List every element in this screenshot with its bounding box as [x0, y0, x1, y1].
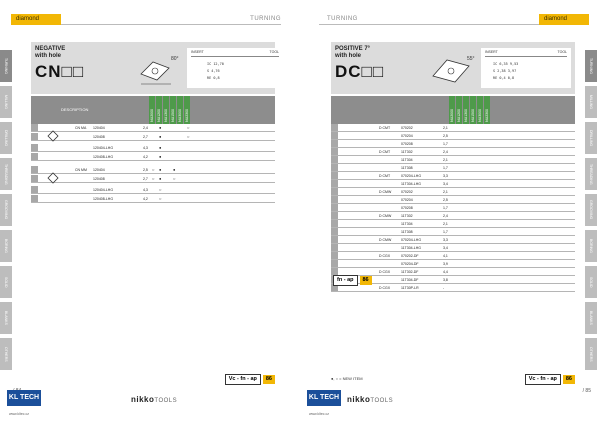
cutting-data-link[interactable]: Vc - fn - ap 86 — [225, 374, 275, 383]
nikko-logo: nikkoTOOLS — [347, 395, 394, 404]
table-row: D CMW 11T302 2,4 — [331, 212, 575, 220]
table-row: 120404-LHG 4,3 ○ — [31, 186, 275, 194]
nav-turning[interactable]: TURNING — [585, 50, 597, 82]
table-row: 070208 1,7 — [331, 204, 575, 212]
right-page — [303, 0, 597, 424]
table-row: D CGX 070202-DF 4,1 — [331, 252, 575, 260]
nav-boring[interactable]: BORING — [585, 230, 597, 262]
product-type: NEGATIVE with hole — [35, 46, 66, 59]
table-row: 11T304 2,1 — [331, 220, 575, 228]
table-row: D CGX 11T302-DF 4,4 — [331, 268, 575, 276]
nav-others[interactable]: OTHERS — [585, 338, 597, 370]
insert-drawing — [425, 50, 479, 90]
cutting-data-link-small[interactable]: fn - ap 86 — [333, 275, 372, 284]
kltech-logo: KL TECH — [307, 390, 341, 406]
nav-drilling[interactable]: DRILLING — [0, 122, 12, 154]
table-row: 120408-LHG 4,2 ● — [31, 153, 275, 161]
insert-drawing — [131, 50, 185, 90]
grade-table: NU2000 NU1200 NU1300 NU1500 NU3000 NU2300 D CMT 070202 2,1 070204 2,5 070208 1,7 D CMT 11T302 2,4 11T304 2,1 11T308 1,7 D CMT 070204-LHG 3,3 11T304-LHG 3,4 D CMW 070202 2,1 070204 2,5 070208 1,7 D CMW 11T302 2,4 11T304 2,1 11T308 1,7 D CMW 070204-LHG 3,3 11T304-LHG 3,4 D CGX 070202-DF 4,1 070204-DF 3,9 D CGX 11T302-DF 4,4 11T304-DF 3,8 D CGX 11T30P-LR - — [331, 96, 575, 296]
product-header — [331, 42, 575, 94]
nav-threading[interactable]: THREADING — [0, 158, 12, 190]
nikko-logo: nikkoTOOLS — [131, 395, 178, 404]
nav-blanks[interactable]: BLANKS — [0, 302, 12, 334]
table-row: D CMW 070202 2,1 — [331, 188, 575, 196]
nav-turning[interactable]: TURNING — [0, 50, 12, 82]
table-row: 120408 2,7 ○ ● ○ — [31, 175, 275, 183]
material-tag: diamond — [11, 14, 61, 25]
table-row: D CMT 11T302 2,4 — [331, 148, 575, 156]
insert-code: DC□□ — [335, 62, 385, 81]
table-row: 11T304-LHG 3,4 — [331, 180, 575, 188]
material-tag: diamond — [539, 14, 589, 25]
page-number: / 85 — [582, 388, 591, 394]
table-row: 120408 2,7 ● ○ — [31, 133, 275, 141]
dimension-table: INSERT TOOL IC 12,70 S 4,76 RE 0,8 — [187, 48, 283, 88]
nav-blanks[interactable]: BLANKS — [585, 302, 597, 334]
section-bar — [11, 14, 281, 25]
kltech-logo: KL TECH — [7, 390, 41, 406]
dimension-table: INSERT TOOL IC 6,35 9,53 S 2,38 3,97 RE 0,4 0,8 — [481, 48, 571, 88]
insert-code: CN□□ — [35, 62, 85, 81]
cutting-data-link[interactable]: Vc - fn - ap 86 — [525, 374, 575, 383]
insert-shape-icon — [47, 130, 59, 142]
legend: ●, ○ = NEW ITEM — [331, 376, 363, 381]
nav-others[interactable]: OTHERS — [0, 338, 12, 370]
nav-solid[interactable]: SOLID — [585, 266, 597, 298]
table-row: 120408-LHG 4,2 ○ — [31, 195, 275, 203]
section-bar — [319, 14, 589, 25]
table-row: 11T304-DF 3,8 — [331, 276, 575, 284]
table-row: 11T308 1,7 — [331, 164, 575, 172]
table-row: 11T308 1,7 — [331, 228, 575, 236]
angle-label: 80° — [171, 56, 179, 62]
section-title: TURNING — [250, 16, 281, 22]
table-row: 070208 1,7 — [331, 140, 575, 148]
side-navigation — [585, 50, 597, 374]
nav-milling[interactable]: MILLING — [0, 86, 12, 118]
nav-boring[interactable]: BORING — [0, 230, 12, 262]
table-row: D CMT 070204-LHG 3,3 — [331, 172, 575, 180]
product-header — [31, 42, 279, 94]
side-navigation — [0, 50, 12, 374]
table-row: CN MM 120404 2,5 ○ ● ● — [31, 166, 275, 174]
table-row: 070204-DF 3,9 — [331, 260, 575, 268]
angle-label: 55° — [467, 56, 475, 62]
product-type: POSITIVE 7° with hole — [335, 46, 371, 59]
nav-grooving[interactable]: GROOVING — [585, 194, 597, 226]
table-row: 070204 2,5 — [331, 132, 575, 140]
nav-drilling[interactable]: DRILLING — [585, 122, 597, 154]
left-page — [3, 0, 297, 424]
nav-grooving[interactable]: GROOVING — [0, 194, 12, 226]
table-row: D CMT 070202 2,1 — [331, 124, 575, 132]
nav-threading[interactable]: THREADING — [585, 158, 597, 190]
table-row: 11T304 2,1 — [331, 156, 575, 164]
insert-shape-icon — [47, 172, 59, 184]
section-title: TURNING — [327, 16, 358, 22]
table-row: CN MA 120404 2,4 ● ○ — [31, 124, 275, 132]
table-row: D CMW 070204-LHG 3,3 — [331, 236, 575, 244]
table-row: D CGX 11T30P-LR - — [331, 284, 575, 292]
grade-table: DESCRIPTION NU2000 NU1200 NU1300 NU1500 NU3000 NU2300 CN MA 120404 2,4 ● ○ 120408 2,7 ● ○ 120404-LHG 4,3 ● 120408-LHG 4,2 ● CN MM 120404 2,5 ○ ● ● 120408 2,7 ○ ● ○ 120404-LHG 4,3 ○ 120408-LHG 4,2 ○ — [31, 96, 275, 226]
table-row: 120404-LHG 4,3 ● — [31, 144, 275, 152]
table-row: 11T304-LHG 3,4 — [331, 244, 575, 252]
table-row: 070204 2,5 — [331, 196, 575, 204]
website-url: www.kltec.cz — [9, 412, 30, 416]
nav-milling[interactable]: MILLING — [585, 86, 597, 118]
nav-solid[interactable]: SOLID — [0, 266, 12, 298]
website-url: www.kltec.cz — [309, 412, 330, 416]
